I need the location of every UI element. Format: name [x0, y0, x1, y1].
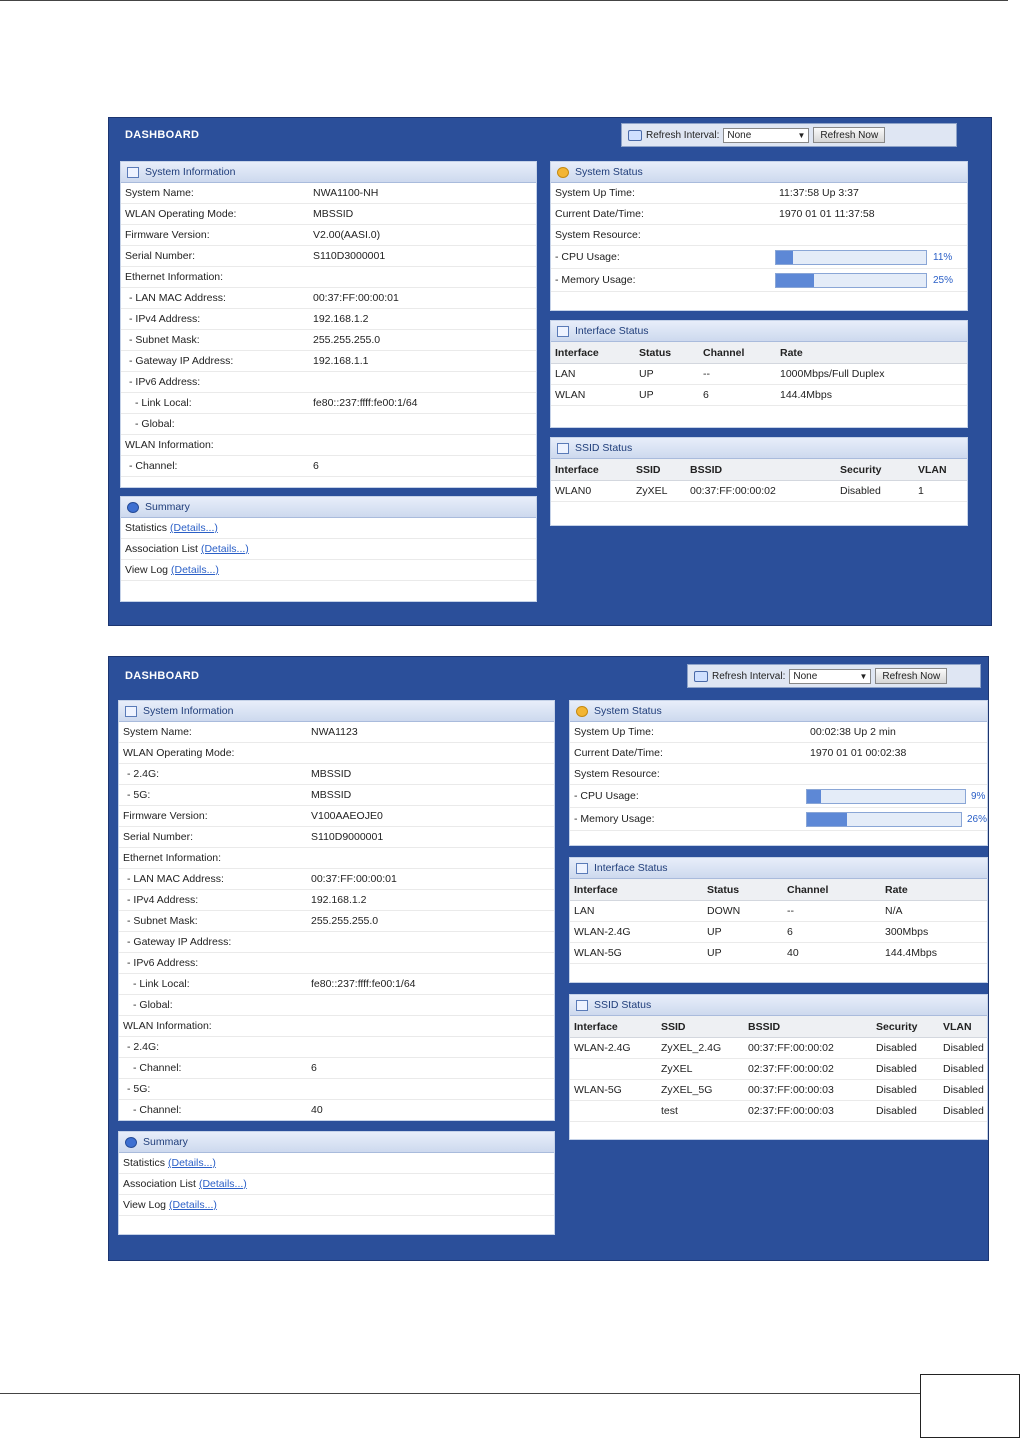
table-row	[570, 1038, 987, 1059]
refresh-now-button[interactable]: Refresh Now	[875, 668, 947, 684]
table-cell: 6	[787, 926, 793, 938]
table-cell: UP	[707, 947, 722, 959]
page-bottom-rule	[0, 1393, 922, 1394]
info-row	[119, 1037, 554, 1058]
table-cell: 02:37:FF:00:00:03	[748, 1105, 834, 1117]
info-row	[121, 372, 536, 393]
info-label: - IPv4 Address:	[127, 894, 199, 906]
table-row	[551, 385, 967, 406]
info-label: Firmware Version:	[123, 810, 208, 822]
interface-status-icon	[557, 326, 569, 337]
table-cell: 00:37:FF:00:00:03	[748, 1084, 834, 1096]
summary-label: Statistics	[123, 1157, 166, 1169]
panel-title: System Information	[145, 166, 236, 178]
info-value: MBSSID	[313, 208, 354, 220]
info-row	[121, 330, 536, 351]
system-information-panel	[118, 700, 555, 1121]
ssid-status-icon	[557, 443, 569, 454]
interface-status-panel	[569, 857, 988, 983]
column-header: Rate	[885, 883, 908, 896]
summary-row	[121, 560, 536, 581]
summary-row	[119, 1174, 554, 1195]
memory-usage-percent: 26%	[966, 813, 987, 825]
table-cell: --	[703, 368, 710, 380]
info-row	[121, 309, 536, 330]
column-header: Status	[707, 883, 740, 896]
dashboard-2	[108, 656, 989, 1261]
table-cell: 1000Mbps/Full Duplex	[780, 368, 885, 380]
table-row	[570, 901, 987, 922]
column-header: Status	[639, 346, 672, 359]
column-header: Rate	[780, 346, 803, 359]
panel-title: Summary	[145, 501, 190, 513]
dashboard-title: DASHBOARD	[125, 670, 200, 682]
uptime-value: 00:02:38 Up 2 min	[810, 726, 896, 738]
table-row	[570, 922, 987, 943]
table-cell: 00:37:FF:00:00:02	[690, 485, 776, 497]
info-row	[119, 785, 554, 806]
info-label: Serial Number:	[123, 831, 194, 843]
datetime-row: Current Date/Time: 1970 01 01 11:37:58	[551, 204, 967, 225]
cpu-usage-percent: 9%	[971, 790, 986, 802]
info-row	[119, 911, 554, 932]
column-header: Interface	[574, 883, 618, 896]
memory-usage-bar	[806, 812, 962, 827]
info-row	[119, 869, 554, 890]
table-cell: 40	[787, 947, 799, 959]
summary-panel	[120, 496, 537, 602]
memory-usage-percent: 25%	[933, 274, 954, 286]
column-header: Interface	[574, 1020, 618, 1033]
info-label: - 2.4G:	[127, 1041, 160, 1053]
info-row	[119, 953, 554, 974]
page-top-rule	[0, 0, 1008, 1]
info-label: - 5G:	[127, 1083, 151, 1095]
info-row	[119, 995, 554, 1016]
cpu-usage-row: - CPU Usage: 11%	[551, 246, 967, 269]
info-value: fe80::237:ffff:fe00:1/64	[311, 978, 416, 990]
column-header: Security	[840, 463, 882, 476]
info-label: - IPv4 Address:	[129, 313, 201, 325]
info-value: 255.255.255.0	[311, 915, 379, 927]
refresh-interval-select[interactable]: None ▼	[789, 669, 871, 684]
table-cell: Disabled	[943, 1105, 984, 1117]
interface-status-panel	[550, 320, 968, 428]
info-label: WLAN Information:	[123, 1020, 212, 1032]
uptime-row: System Up Time: 11:37:58 Up 3:37	[551, 183, 967, 204]
info-value: MBSSID	[311, 789, 352, 801]
info-label: - Global:	[133, 999, 173, 1011]
info-row	[121, 456, 536, 477]
table-cell: WLAN-5G	[574, 1084, 622, 1096]
dropdown-arrow-icon: ▼	[859, 671, 868, 681]
table-cell: Disabled	[943, 1084, 984, 1096]
table-cell: UP	[639, 368, 654, 380]
table-cell: Disabled	[876, 1063, 917, 1075]
table-header	[551, 342, 967, 364]
system-status-panel	[569, 700, 988, 846]
info-label: - Gateway IP Address:	[129, 355, 234, 367]
panel-title: Summary	[143, 1136, 188, 1148]
table-cell: ZyXEL	[636, 485, 668, 497]
table-cell: WLAN-2.4G	[574, 1042, 631, 1054]
info-row	[121, 435, 536, 456]
info-label: - 5G:	[127, 789, 151, 801]
info-value: 192.168.1.2	[311, 894, 367, 906]
info-row	[121, 351, 536, 372]
info-label: System Name:	[125, 187, 194, 199]
datetime-value: 1970 01 01 11:37:58	[779, 208, 875, 220]
info-label: - Channel:	[133, 1062, 182, 1074]
info-value: S110D9000001	[311, 831, 384, 843]
summary-icon	[125, 1137, 137, 1148]
info-row	[119, 722, 554, 743]
table-header	[551, 459, 967, 481]
info-label: - 2.4G:	[127, 768, 160, 780]
system-info-icon	[127, 167, 139, 178]
table-row	[551, 364, 967, 385]
info-value: fe80::237:ffff:fe00:1/64	[313, 397, 418, 409]
table-cell: 6	[703, 389, 709, 401]
table-cell: WLAN	[555, 389, 586, 401]
info-label: - Subnet Mask:	[129, 334, 200, 346]
info-row	[119, 890, 554, 911]
info-label: Firmware Version:	[125, 229, 210, 241]
info-value: 192.168.1.1	[313, 355, 369, 367]
interface-status-icon	[576, 863, 588, 874]
dashboard-title: DASHBOARD	[125, 129, 200, 141]
info-label: WLAN Information:	[125, 439, 214, 451]
system-info-icon	[125, 706, 137, 717]
table-cell: DOWN	[707, 905, 741, 917]
info-row	[119, 806, 554, 827]
info-label: Ethernet Information:	[123, 852, 222, 864]
info-value: V2.00(AASI.0)	[313, 229, 381, 241]
table-cell: 02:37:FF:00:00:02	[748, 1063, 834, 1075]
info-row	[119, 1100, 554, 1121]
column-header: Security	[876, 1020, 918, 1033]
table-cell: 144.4Mbps	[780, 389, 832, 401]
info-label: - LAN MAC Address:	[129, 292, 226, 304]
panel-title: SSID Status	[575, 442, 633, 454]
datetime-row: Current Date/Time: 1970 01 01 00:02:38	[570, 743, 987, 764]
info-row	[121, 414, 536, 435]
table-row	[570, 1059, 987, 1080]
info-value: S110D3000001	[313, 250, 386, 262]
table-cell: test	[661, 1105, 678, 1117]
table-cell: 300Mbps	[885, 926, 929, 938]
system-resource-row: System Resource:	[551, 225, 967, 246]
info-label: Ethernet Information:	[125, 271, 224, 283]
page-number-box	[920, 1374, 1020, 1438]
panel-title: SSID Status	[594, 999, 652, 1011]
memory-usage-bar	[775, 273, 927, 288]
table-cell: Disabled	[943, 1063, 984, 1075]
info-row	[119, 848, 554, 869]
table-cell: N/A	[885, 905, 903, 917]
info-row	[119, 1079, 554, 1100]
info-value: 6	[311, 1062, 317, 1074]
column-header: Interface	[555, 346, 599, 359]
table-cell: 144.4Mbps	[885, 947, 937, 959]
table-cell: --	[787, 905, 794, 917]
details-link[interactable]: (Details...)	[200, 543, 249, 555]
table-row	[570, 943, 987, 964]
info-row	[121, 246, 536, 267]
info-label: - Subnet Mask:	[127, 915, 198, 927]
summary-row	[121, 539, 536, 560]
info-row	[121, 393, 536, 414]
dashboard-1	[108, 117, 992, 626]
info-value: 40	[311, 1104, 323, 1116]
info-row	[119, 1058, 554, 1079]
column-header: VLAN	[943, 1020, 972, 1033]
info-value: 255.255.255.0	[313, 334, 381, 346]
column-header: Interface	[555, 463, 599, 476]
memory-usage-row: - Memory Usage: 26%	[570, 808, 987, 831]
table-cell: Disabled	[876, 1042, 917, 1054]
summary-row	[119, 1153, 554, 1174]
refresh-now-button[interactable]: Refresh Now	[813, 127, 885, 143]
table-cell: ZyXEL	[661, 1063, 693, 1075]
panel-title: System Status	[575, 166, 643, 178]
datetime-value: 1970 01 01 00:02:38	[810, 747, 907, 759]
table-cell: Disabled	[876, 1084, 917, 1096]
table-cell: WLAN-2.4G	[574, 926, 631, 938]
info-value: 192.168.1.2	[313, 313, 369, 325]
table-cell: UP	[707, 926, 722, 938]
info-label: - Link Local:	[135, 397, 192, 409]
column-header: BSSID	[748, 1020, 781, 1033]
info-label: - Channel:	[133, 1104, 182, 1116]
table-cell: UP	[639, 389, 654, 401]
details-link[interactable]: (Details...)	[169, 1199, 217, 1211]
table-cell: 00:37:FF:00:00:02	[748, 1042, 834, 1054]
summary-label: Association List	[123, 1178, 196, 1190]
column-header: VLAN	[918, 463, 947, 476]
refresh-bar	[621, 123, 957, 147]
summary-label: View Log	[123, 1199, 167, 1211]
details-link[interactable]: (Details...)	[198, 1178, 247, 1190]
info-label: - IPv6 Address:	[129, 376, 201, 388]
info-row	[119, 974, 554, 995]
refresh-bar	[687, 664, 981, 688]
info-row	[119, 743, 554, 764]
table-row	[570, 1080, 987, 1101]
table-header	[570, 1016, 987, 1038]
table-cell: ZyXEL_5G	[661, 1084, 713, 1096]
table-cell: LAN	[555, 368, 576, 380]
details-link[interactable]: (Details...)	[170, 522, 218, 534]
table-cell: WLAN0	[555, 485, 592, 497]
panel-title: System Information	[143, 705, 234, 717]
summary-panel	[118, 1131, 555, 1235]
info-row	[121, 267, 536, 288]
column-header: Channel	[703, 346, 745, 359]
refresh-icon	[694, 671, 708, 682]
info-label: WLAN Operating Mode:	[125, 208, 237, 220]
summary-label: Association List	[125, 543, 198, 555]
details-link[interactable]: (Details...)	[168, 1157, 216, 1169]
info-value: 00:37:FF:00:00:01	[311, 873, 397, 885]
column-header: BSSID	[690, 463, 723, 476]
system-status-icon	[576, 706, 588, 717]
column-header: SSID	[636, 463, 661, 476]
info-label: WLAN Operating Mode:	[123, 747, 235, 759]
refresh-interval-label: Refresh Interval:	[712, 670, 786, 682]
table-cell: Disabled	[876, 1105, 917, 1117]
refresh-icon	[628, 130, 642, 141]
panel-title: System Status	[594, 705, 662, 717]
cpu-usage-percent: 11%	[933, 251, 953, 263]
panel-title: Interface Status	[575, 325, 649, 337]
summary-icon	[127, 502, 139, 513]
info-row	[119, 764, 554, 785]
info-label: - IPv6 Address:	[127, 957, 199, 969]
info-label: Serial Number:	[125, 250, 196, 262]
cpu-usage-bar	[775, 250, 927, 265]
info-label: - Gateway IP Address:	[127, 936, 232, 948]
table-header	[570, 879, 987, 901]
system-status-panel	[550, 161, 968, 311]
system-resource-row: System Resource:	[570, 764, 987, 785]
summary-label: Statistics	[125, 522, 168, 534]
details-link[interactable]: (Details...)	[171, 564, 219, 576]
summary-row	[121, 518, 536, 539]
info-value: NWA1123	[311, 726, 358, 738]
info-row	[121, 204, 536, 225]
table-cell: Disabled	[943, 1042, 984, 1054]
table-row	[570, 1101, 987, 1122]
table-row	[551, 481, 967, 502]
ssid-status-panel	[550, 437, 968, 526]
summary-label: View Log	[125, 564, 169, 576]
ssid-status-icon	[576, 1000, 588, 1011]
table-cell: ZyXEL_2.4G	[661, 1042, 722, 1054]
info-value: NWA1100-NH	[313, 187, 379, 199]
info-row	[119, 932, 554, 953]
info-label: System Name:	[123, 726, 192, 738]
info-value: MBSSID	[311, 768, 352, 780]
summary-row	[119, 1195, 554, 1216]
info-row	[121, 225, 536, 246]
info-label: - Link Local:	[133, 978, 190, 990]
info-row	[119, 1016, 554, 1037]
table-cell: WLAN-5G	[574, 947, 622, 959]
dropdown-arrow-icon: ▼	[797, 130, 806, 140]
info-label: - Channel:	[129, 460, 178, 472]
info-row	[119, 827, 554, 848]
info-label: - LAN MAC Address:	[127, 873, 224, 885]
cpu-usage-row: - CPU Usage: 9%	[570, 785, 987, 808]
info-value: 6	[313, 460, 319, 472]
info-value: 00:37:FF:00:00:01	[313, 292, 399, 304]
column-header: Channel	[787, 883, 829, 896]
refresh-interval-label: Refresh Interval:	[646, 129, 720, 141]
table-cell: Disabled	[840, 485, 881, 497]
info-label: - Global:	[135, 418, 175, 430]
memory-usage-row: - Memory Usage: 25%	[551, 269, 967, 292]
column-header: SSID	[661, 1020, 686, 1033]
table-cell: LAN	[574, 905, 595, 917]
info-row	[121, 288, 536, 309]
system-information-panel	[120, 161, 537, 488]
info-row	[121, 183, 536, 204]
table-cell: 1	[918, 485, 924, 497]
ssid-status-panel	[569, 994, 988, 1140]
uptime-value: 11:37:58 Up 3:37	[779, 187, 859, 199]
system-status-icon	[557, 167, 569, 178]
uptime-row: System Up Time: 00:02:38 Up 2 min	[570, 722, 987, 743]
panel-title: Interface Status	[594, 862, 668, 874]
cpu-usage-bar	[806, 789, 966, 804]
refresh-interval-select[interactable]: None ▼	[723, 128, 809, 143]
info-value: V100AAEOJE0	[311, 810, 383, 822]
